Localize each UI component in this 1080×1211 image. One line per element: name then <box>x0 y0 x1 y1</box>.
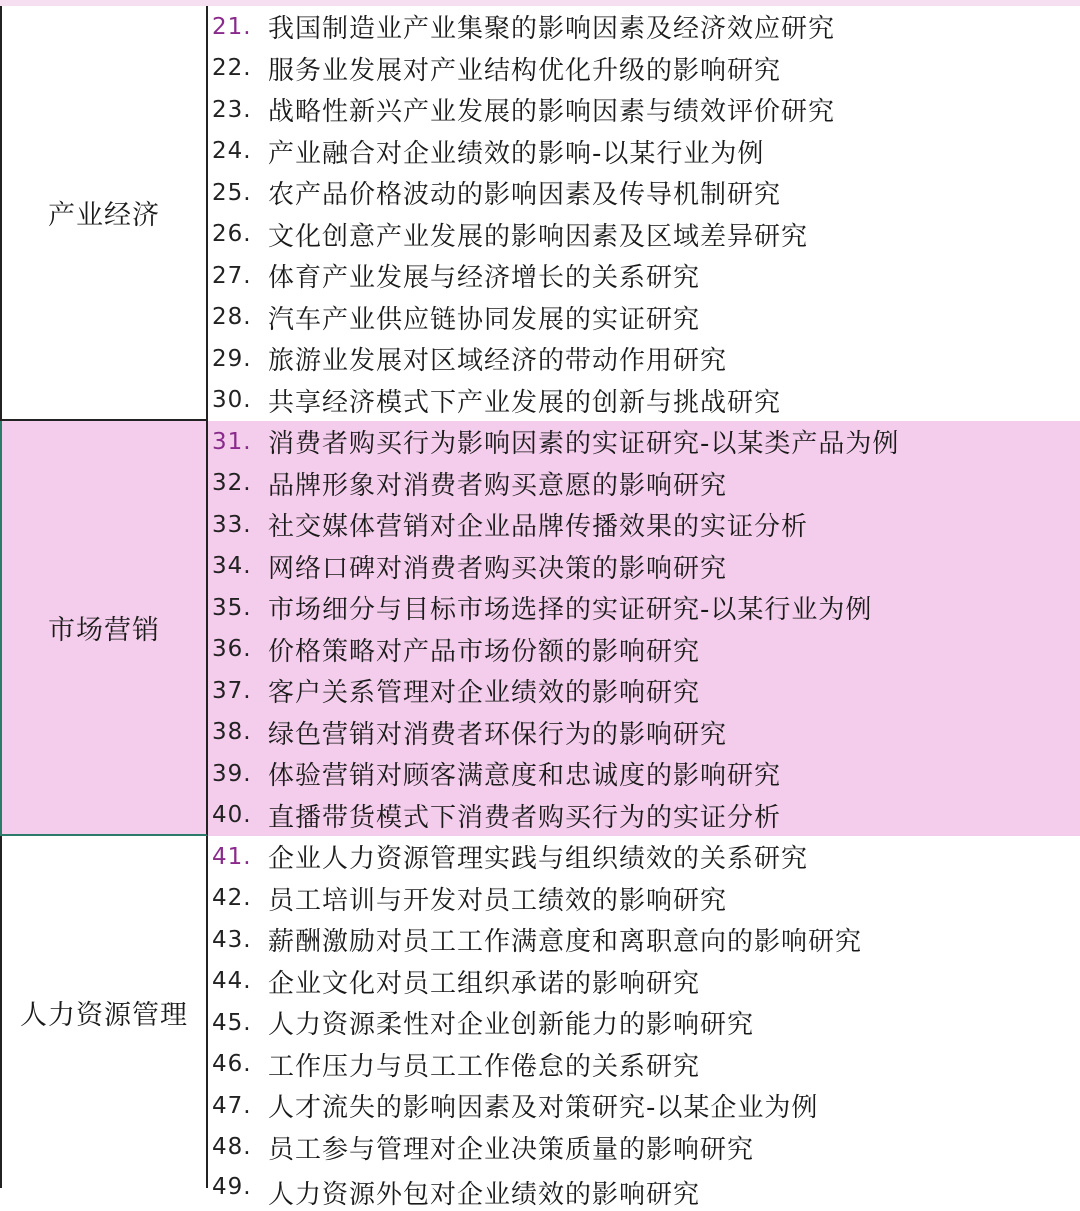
topic-title: 工作压力与员工工作倦怠的关系研究 <box>268 1051 701 1082</box>
topic-row <box>212 504 1080 546</box>
topic-number: 21. <box>212 13 252 40</box>
topic-number: 23. <box>212 96 252 123</box>
topic-row <box>212 338 1080 380</box>
topic-number: 35. <box>212 594 252 621</box>
topic-title: 员工参与管理对企业决策质量的影响研究 <box>268 1134 755 1165</box>
topic-row <box>212 48 1080 90</box>
topic-row <box>212 670 1080 712</box>
topic-row <box>212 172 1080 214</box>
topic-table <box>0 6 1080 1210</box>
topic-number: 34. <box>212 553 252 580</box>
topic-title: 社交媒体营销对企业品牌传播效果的实证分析 <box>268 512 809 543</box>
topic-number: 41. <box>212 843 252 870</box>
category-cell: 人力资源管理 <box>0 836 208 1188</box>
topic-title: 员工培训与开发对员工绩效的影响研究 <box>268 885 728 916</box>
topic-number: 46. <box>212 1051 252 1078</box>
topic-row <box>212 297 1080 339</box>
topic-title: 企业文化对员工组织承诺的影响研究 <box>268 968 701 999</box>
section-marketing <box>0 421 1080 836</box>
topic-row <box>212 255 1080 297</box>
topic-number: 30. <box>212 387 252 414</box>
topic-title: 汽车产业供应链协同发展的实证研究 <box>268 304 701 335</box>
topic-number: 31. <box>212 428 252 455</box>
topic-row <box>212 1127 1080 1169</box>
topic-number: 29. <box>212 345 252 372</box>
topic-row <box>212 546 1080 588</box>
topic-title: 企业人力资源管理实践与组织绩效的关系研究 <box>268 844 809 875</box>
topic-row <box>212 878 1080 920</box>
topic-number: 39. <box>212 760 252 787</box>
topic-row <box>212 836 1080 878</box>
topic-row <box>212 919 1080 961</box>
topic-row <box>212 753 1080 795</box>
topic-title: 共享经济模式下产业发展的创新与挑战研究 <box>268 387 782 418</box>
topic-title: 农产品价格波动的影响因素及传导机制研究 <box>268 180 782 211</box>
topic-row <box>212 463 1080 505</box>
category-cell: 市场营销 <box>0 421 208 836</box>
topic-title: 薪酬激励对员工工作满意度和离职意向的影响研究 <box>268 927 863 958</box>
topic-title: 直播带货模式下消费者购买行为的实证分析 <box>268 802 782 833</box>
topic-row <box>212 89 1080 131</box>
topic-number: 22. <box>212 55 252 82</box>
topic-title: 文化创意产业发展的影响因素及区域差异研究 <box>268 221 809 252</box>
topic-title: 市场细分与目标市场选择的实证研究-以某行业为例 <box>268 595 873 626</box>
topic-row <box>212 214 1080 256</box>
topic-title: 人力资源外包对企业绩效的影响研究 <box>268 1180 701 1210</box>
topic-number: 49. <box>212 1174 252 1200</box>
topic-number: 45. <box>212 1009 252 1036</box>
topic-title: 旅游业发展对区域经济的带动作用研究 <box>268 346 728 377</box>
topic-row <box>212 1168 1080 1210</box>
topic-list <box>208 6 1080 421</box>
topic-list <box>208 421 1080 836</box>
topic-title: 品牌形象对消费者购买意愿的影响研究 <box>268 470 728 501</box>
topic-title: 人才流失的影响因素及对策研究-以某企业为例 <box>268 1093 819 1124</box>
topic-title: 客户关系管理对企业绩效的影响研究 <box>268 678 701 709</box>
category-cell: 产业经济 <box>0 6 208 421</box>
topic-number: 27. <box>212 262 252 289</box>
topic-title: 产业融合对企业绩效的影响-以某行业为例 <box>268 138 765 169</box>
topic-number: 36. <box>212 636 252 663</box>
topic-list <box>208 836 1080 1210</box>
topic-number: 25. <box>212 179 252 206</box>
topic-row <box>212 795 1080 837</box>
topic-title: 战略性新兴产业发展的影响因素与绩效评价研究 <box>268 97 836 128</box>
topic-number: 28. <box>212 304 252 331</box>
section-industrial-economics <box>0 6 1080 421</box>
topic-title: 人力资源柔性对企业创新能力的影响研究 <box>268 1010 755 1041</box>
topic-number: 48. <box>212 1134 252 1161</box>
topic-row <box>212 6 1080 48</box>
topic-row <box>212 587 1080 629</box>
topic-row <box>212 1085 1080 1127</box>
topic-number: 44. <box>212 968 252 995</box>
topic-number: 26. <box>212 221 252 248</box>
topic-title: 我国制造业产业集聚的影响因素及经济效应研究 <box>268 14 836 45</box>
topic-number: 42. <box>212 885 252 912</box>
topic-number: 47. <box>212 1092 252 1119</box>
topic-title: 服务业发展对产业结构优化升级的影响研究 <box>268 55 782 86</box>
topic-number: 32. <box>212 470 252 497</box>
topic-title: 价格策略对产品市场份额的影响研究 <box>268 636 701 667</box>
topic-number: 24. <box>212 138 252 165</box>
topic-row <box>212 961 1080 1003</box>
topic-row <box>212 380 1080 422</box>
topic-number: 38. <box>212 719 252 746</box>
topic-number: 37. <box>212 677 252 704</box>
topic-row <box>212 629 1080 671</box>
section-human-resources <box>0 836 1080 1210</box>
topic-row <box>212 421 1080 463</box>
topic-title: 体验营销对顾客满意度和忠诚度的影响研究 <box>268 761 782 792</box>
topic-row <box>212 1002 1080 1044</box>
topic-row <box>212 1044 1080 1086</box>
topic-row <box>212 131 1080 173</box>
topic-title: 网络口碑对消费者购买决策的影响研究 <box>268 553 728 584</box>
topic-title: 绿色营销对消费者环保行为的影响研究 <box>268 719 728 750</box>
topic-number: 40. <box>212 802 252 829</box>
topic-title: 体育产业发展与经济增长的关系研究 <box>268 263 701 294</box>
topic-title: 消费者购买行为影响因素的实证研究-以某类产品为例 <box>268 429 900 460</box>
topic-number: 43. <box>212 926 252 953</box>
topic-row <box>212 712 1080 754</box>
topic-number: 33. <box>212 511 252 538</box>
